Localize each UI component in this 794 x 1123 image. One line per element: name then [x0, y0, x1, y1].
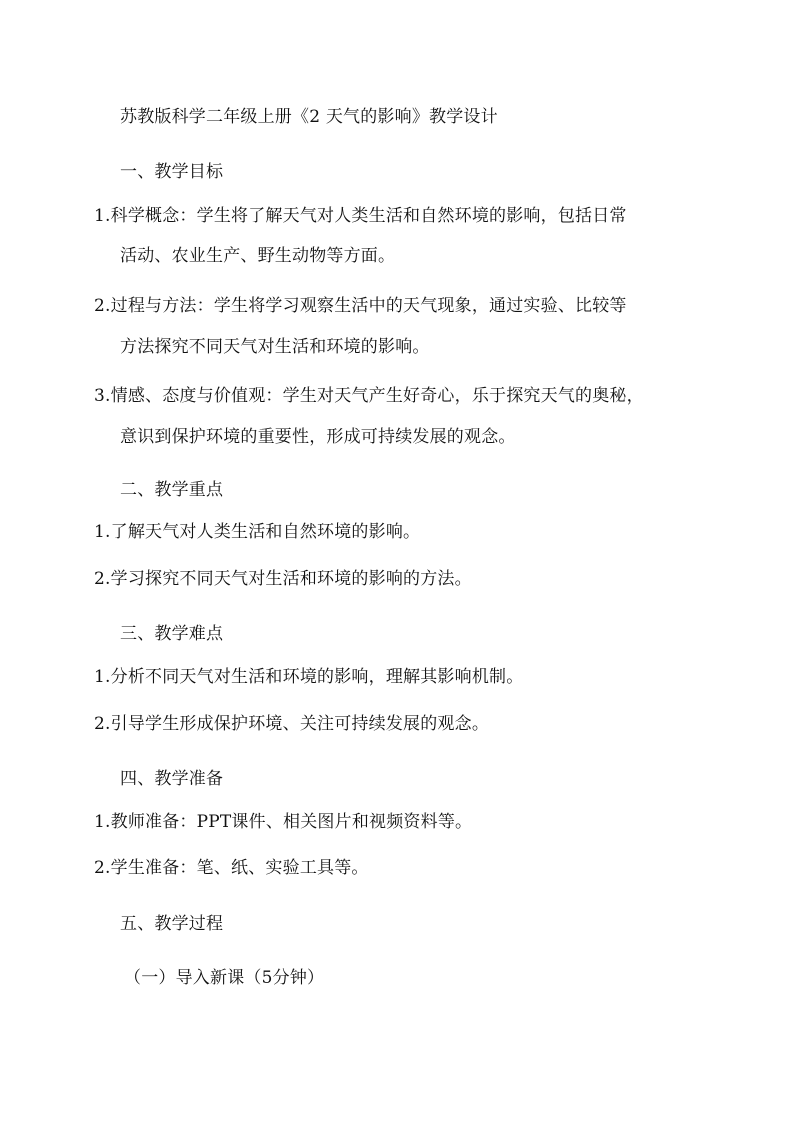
key-point-item-2: 2.学习探究不同天气对生活和环境的影响的方法。: [94, 569, 472, 589]
key-point-item-1: 1.了解天气对人类生活和自然环境的影响。: [94, 522, 421, 542]
section-heading-preparation: 四、教学准备: [120, 769, 224, 789]
preparation-item-1: 1.教师准备：PPT课件、相关图片和视频资料等。: [94, 812, 473, 832]
objective-item-3: 3.情感、态度与价值观：学生对天气产生好奇心，乐于探究天气的奥秘，: [94, 386, 644, 406]
process-subheading-intro: （一）导入新课（5分钟）: [124, 968, 325, 988]
objective-item-1-continued: 活动、农业生产、野生动物等方面。: [120, 246, 396, 266]
objective-item-2: 2.过程与方法：学生将学习观察生活中的天气现象，通过实验、比较等: [94, 296, 627, 316]
objective-item-3-continued: 意识到保护环境的重要性，形成可持续发展的观念。: [120, 427, 516, 447]
difficulty-item-1: 1.分析不同天气对生活和环境的影响，理解其影响机制。: [94, 667, 524, 687]
section-heading-objectives: 一、教学目标: [120, 162, 224, 182]
section-heading-process: 五、教学过程: [120, 914, 224, 934]
section-heading-key-points: 二、教学重点: [120, 480, 224, 500]
objective-item-1: 1.科学概念：学生将了解天气对人类生活和自然环境的影响，包括日常: [94, 206, 627, 226]
document-title: 苏教版科学二年级上册《2 天气的影响》教学设计: [120, 107, 498, 127]
objective-item-2-continued: 方法探究不同天气对生活和环境的影响。: [120, 337, 430, 357]
difficulty-item-2: 2.引导学生形成保护环境、关注可持续发展的观念。: [94, 714, 490, 734]
preparation-item-2: 2.学生准备：笔、纸、实验工具等。: [94, 858, 369, 878]
section-heading-difficulties: 三、教学难点: [120, 624, 224, 644]
